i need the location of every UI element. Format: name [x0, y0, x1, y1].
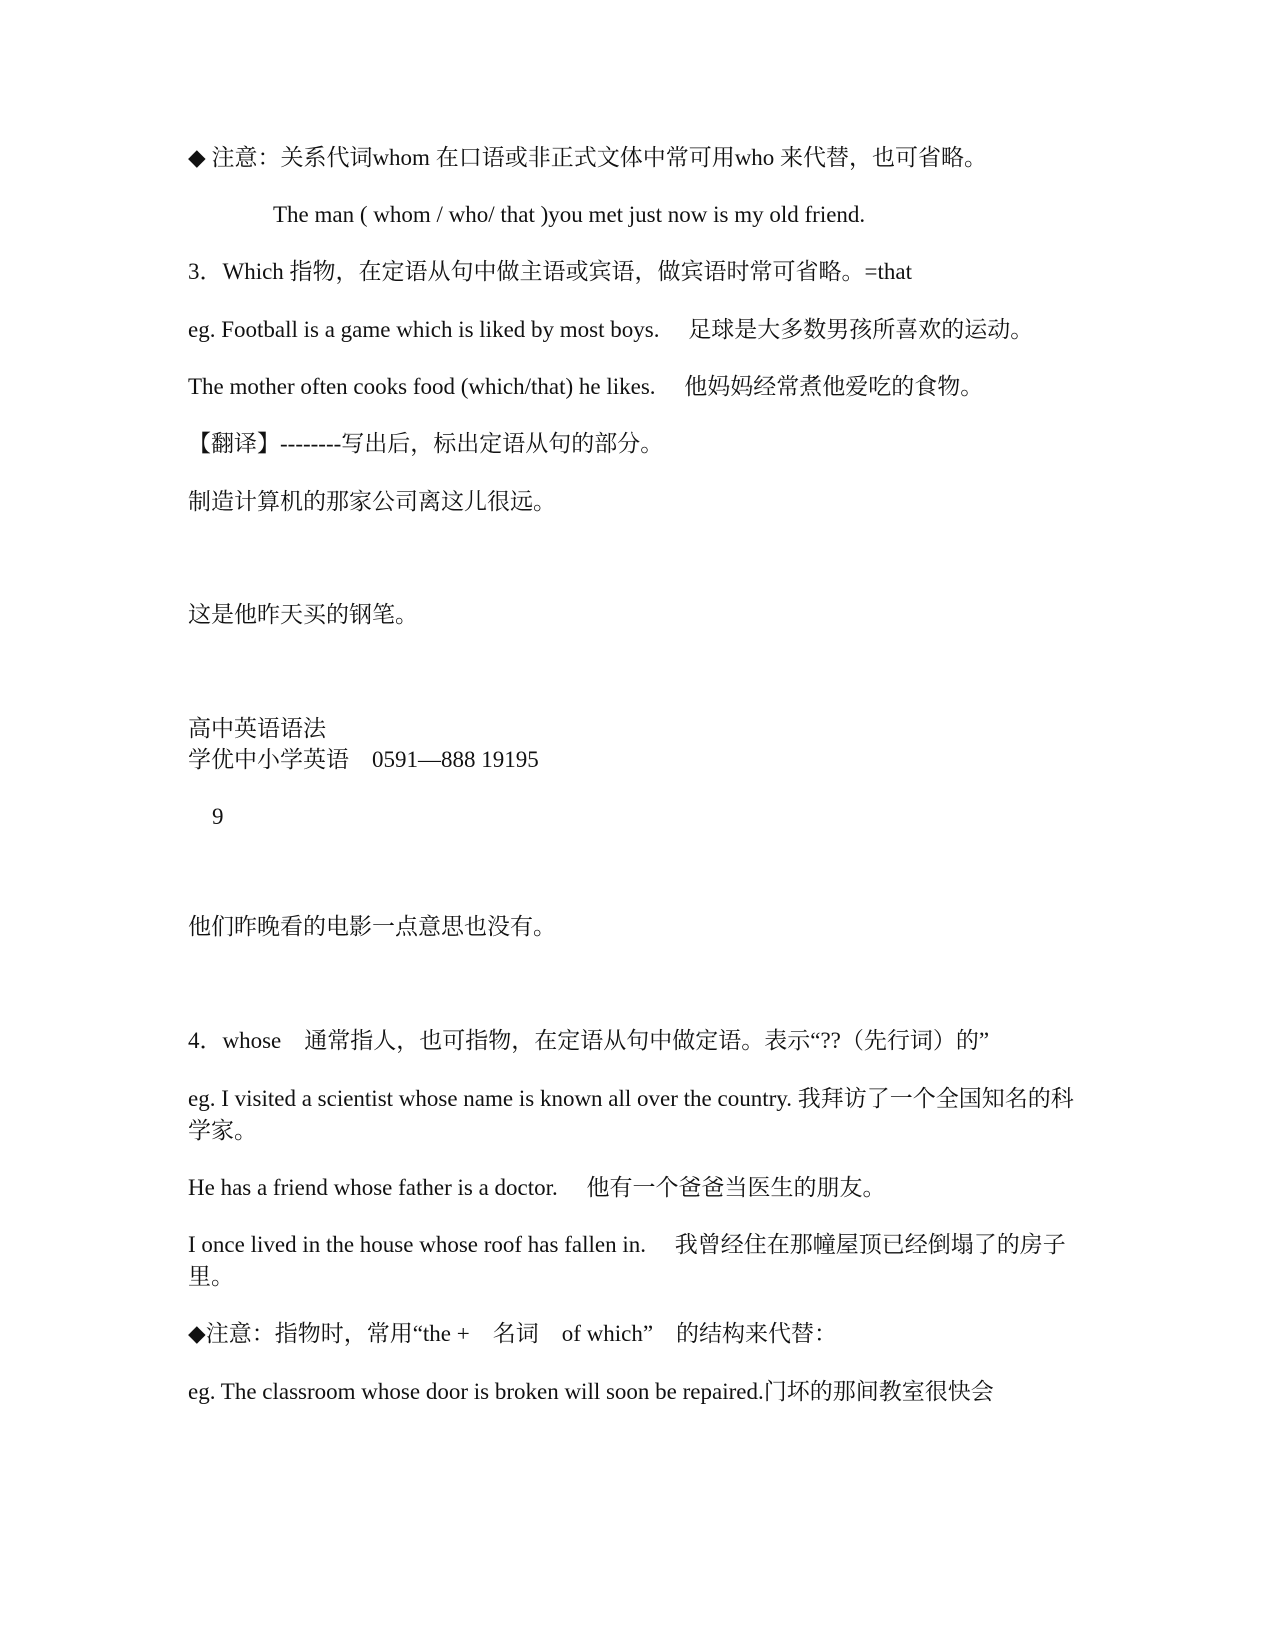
- example-classroom: eg. The classroom whose door is broken will soon be repaired.门坏的那间教室很快会: [188, 1379, 994, 1404]
- example-football: eg. Football is a game which is liked by most boys. 足球是大多数男孩所喜欢的运动。: [188, 317, 1034, 342]
- footer-title: 高中英语语法: [188, 716, 326, 741]
- example-friend: He has a friend whose father is a doctor. 他有一个爸爸当医生的朋友。: [188, 1175, 886, 1200]
- example-house: I once lived in the house whose roof has fallen in. 我曾经住在那幢屋顶已经倒塌了的房子里。: [188, 1232, 1066, 1289]
- example-scientist: eg. I visited a scientist whose name is known all over the country. 我拜访了一个全国知名的科学家。: [188, 1086, 1074, 1143]
- heading-whose: 4．whose 通常指人，也可指物，在定语从句中做定语。表示“??（先行词）的”: [188, 1028, 990, 1053]
- exercise-2: 这是他昨天买的钢笔。: [188, 602, 418, 627]
- note-whom: ◆ 注意：关系代词whom 在口语或非正式文体中常可用who 来代替，也可省略。: [188, 145, 988, 170]
- page-number: 9: [212, 804, 224, 829]
- exercise-3: 他们昨晚看的电影一点意思也没有。: [188, 914, 556, 939]
- example-mother: The mother often cooks food (which/that) he likes. 他妈妈经常煮他爱吃的食物。: [188, 374, 984, 399]
- example-whom: The man ( whom / who/ that )you met just now is my old friend.: [273, 202, 866, 227]
- note-whose: ◆注意：指物时，常用“the + 名词 of which” 的结构来代替：: [188, 1321, 838, 1346]
- translation-instruction: 【翻译】--------写出后，标出定语从句的部分。: [188, 431, 664, 456]
- exercise-1: 制造计算机的那家公司离这儿很远。: [188, 489, 556, 514]
- footer-contact: 学优中小学英语 0591—888 19195: [188, 747, 539, 772]
- heading-which: 3．Which 指物，在定语从句中做主语或宾语，做宾语时常可省略。=that: [188, 259, 913, 284]
